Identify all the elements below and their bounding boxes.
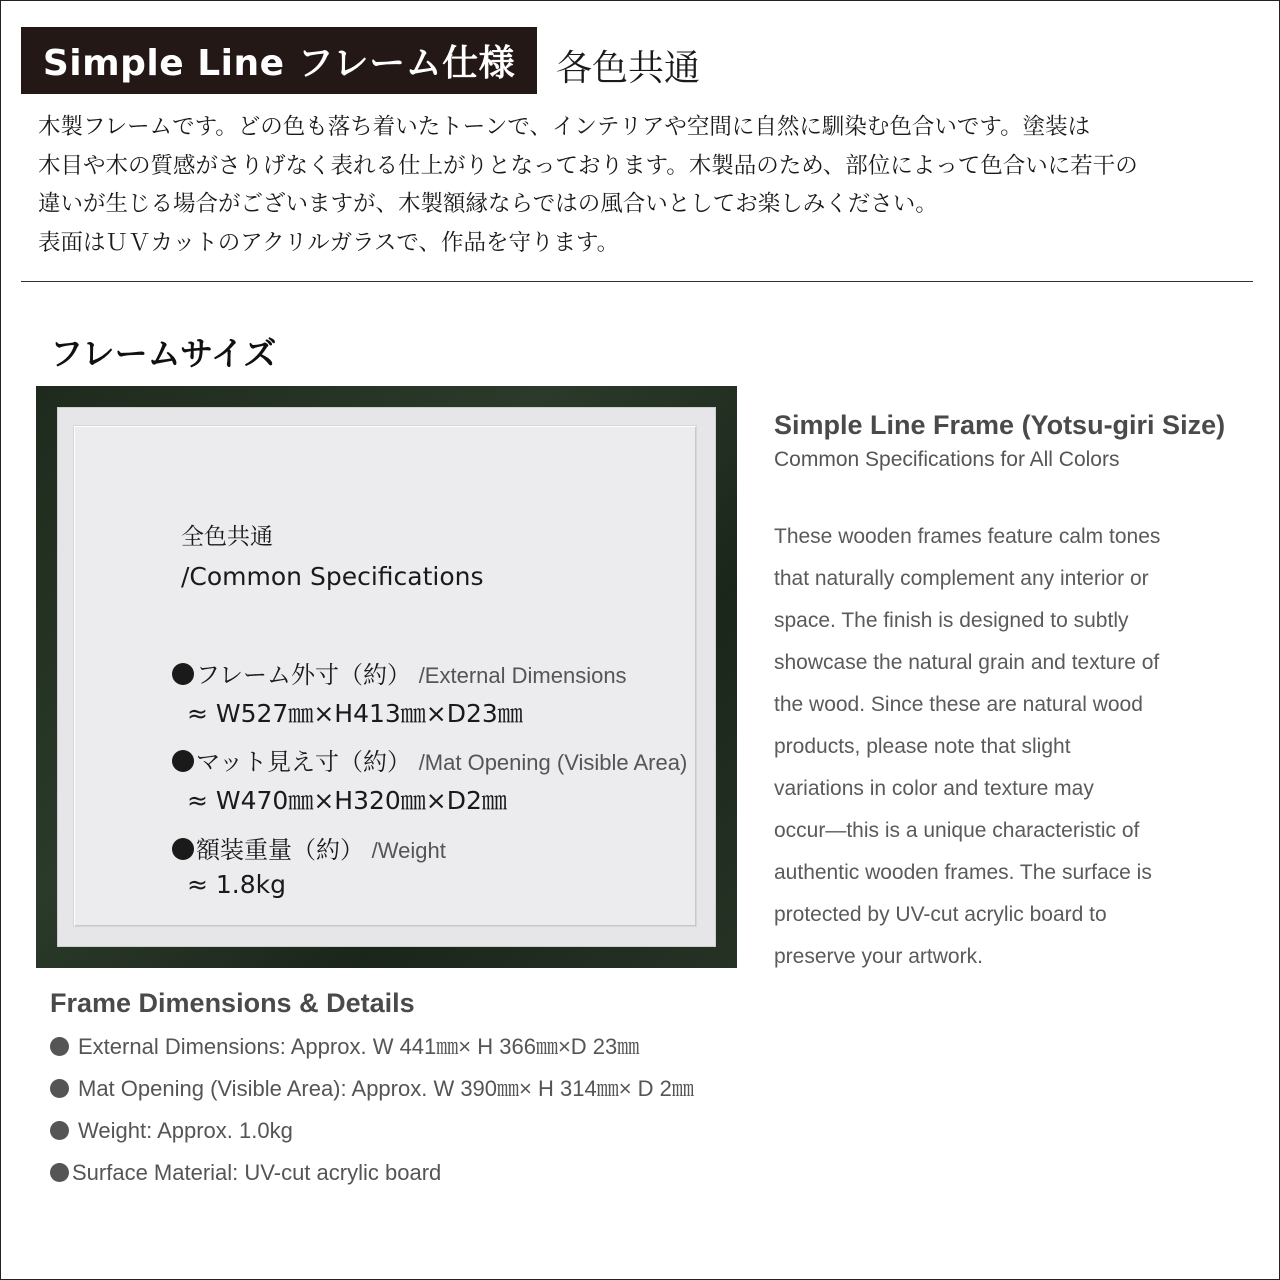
description-line: These wooden frames feature calm tones bbox=[774, 525, 1161, 548]
english-subtitle: Common Specifications for All Colors bbox=[774, 448, 1120, 471]
common-spec-en: /Common Specifications bbox=[181, 562, 484, 591]
mat-opening-label bbox=[172, 742, 687, 777]
description-line: protected by UV-cut acrylic board to bbox=[774, 903, 1107, 926]
details-list bbox=[50, 1026, 694, 1194]
frame-mat bbox=[57, 407, 716, 947]
bullet-icon bbox=[50, 1163, 69, 1182]
mat-label-en: /Mat Opening (Visible Area) bbox=[418, 750, 688, 775]
frame-photo bbox=[36, 386, 737, 968]
section-divider bbox=[21, 281, 1253, 282]
description-line: that naturally complement any interior or bbox=[774, 567, 1149, 590]
english-description bbox=[774, 516, 1244, 978]
description-line: variations in color and texture may bbox=[774, 777, 1094, 800]
external-dimensions-value: ≈ W527㎜×H413㎜×D23㎜ bbox=[187, 699, 523, 728]
external-dimensions-label bbox=[172, 655, 627, 690]
page-subtitle: 各色共通 bbox=[556, 48, 701, 89]
page-title: Simple Line フレーム仕様 bbox=[42, 43, 516, 84]
details-item-text: Weight: Approx. 1.0kg bbox=[78, 1118, 293, 1143]
description-line: occur—this is a unique characteristic of bbox=[774, 819, 1140, 842]
details-item-surface bbox=[50, 1152, 694, 1194]
mat-label-jp: マット見え寸（約） bbox=[196, 748, 412, 776]
details-item-text: Surface Material: UV-cut acrylic board bbox=[72, 1160, 442, 1185]
intro-line: 木目や木の質感がさりげなく表れる仕上がりとなっております。木製品のため、部位によって色合いに若干の bbox=[38, 152, 1138, 179]
weight-label-en: /Weight bbox=[371, 838, 446, 863]
weight-value: ≈ 1.8kg bbox=[187, 870, 286, 899]
mat-opening-value: ≈ W470㎜×H320㎜×D2㎜ bbox=[187, 786, 507, 815]
weight-label-jp: 額装重量（約） bbox=[196, 836, 364, 864]
bullet-icon bbox=[172, 750, 194, 772]
description-line: the wood. Since these are natural wood bbox=[774, 693, 1143, 716]
details-item-mat bbox=[50, 1068, 694, 1110]
bullet-icon bbox=[50, 1079, 69, 1098]
details-item-weight bbox=[50, 1110, 694, 1152]
common-spec-jp: 全色共通 bbox=[181, 524, 273, 550]
details-item-text: Mat Opening (Visible Area): Approx. W 390㎜× H 314㎜× D 2㎜ bbox=[78, 1076, 694, 1101]
description-line: showcase the natural grain and texture of bbox=[774, 651, 1160, 674]
intro-paragraph bbox=[38, 108, 1253, 262]
bullet-icon bbox=[172, 838, 194, 860]
bullet-icon bbox=[172, 663, 194, 685]
intro-line: 違いが生じる場合がございますが、木製額縁ならではの風合いとしてお楽しみください。 bbox=[38, 191, 938, 217]
title-banner bbox=[21, 27, 537, 94]
description-line: products, please note that slight bbox=[774, 735, 1071, 758]
english-title: Simple Line Frame (Yotsu-giri Size) bbox=[774, 410, 1226, 440]
external-label-en: /External Dimensions bbox=[418, 663, 627, 688]
description-line: authentic wooden frames. The surface is bbox=[774, 861, 1152, 884]
description-line: space. The finish is designed to subtly bbox=[774, 609, 1129, 632]
details-heading: Frame Dimensions & Details bbox=[50, 988, 415, 1018]
external-label-jp: フレーム外寸（約） bbox=[196, 661, 412, 689]
bullet-icon bbox=[50, 1037, 69, 1056]
description-line: preserve your artwork. bbox=[774, 945, 983, 968]
intro-line: 木製フレームです。どの色も落ち着いたトーンで、インテリアや空間に自然に馴染む色合いです。塗装は bbox=[38, 114, 1091, 140]
details-item-external bbox=[50, 1026, 694, 1068]
intro-line: 表面はＵＶカットのアクリルガラスで、作品を守ります。 bbox=[38, 229, 620, 256]
details-item-text: External Dimensions: Approx. W 441㎜× H 366㎜×D 23㎜ bbox=[78, 1034, 640, 1059]
frame-size-heading: フレームサイズ bbox=[50, 334, 277, 373]
bullet-icon bbox=[50, 1121, 69, 1140]
weight-label bbox=[172, 830, 446, 865]
frame-mat-opening bbox=[74, 426, 696, 926]
